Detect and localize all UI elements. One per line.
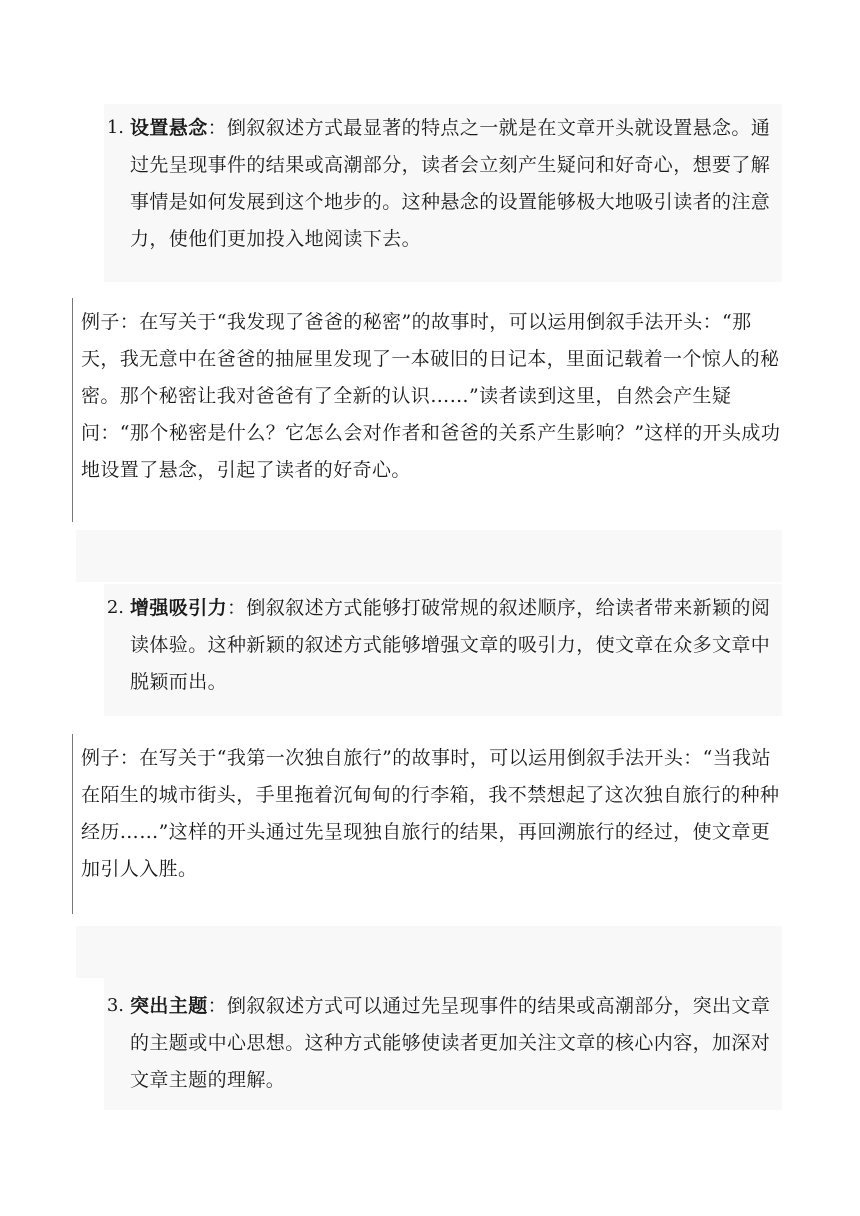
list-number: 1. [106, 117, 124, 138]
list-item-text [130, 988, 782, 1099]
list-item-1 [104, 104, 782, 282]
item-keyword: 增强吸引力 [130, 597, 228, 619]
list-item-3 [104, 978, 782, 1110]
list-number: 2. [106, 597, 124, 618]
list-item-text [130, 590, 782, 701]
item-keyword: 设置悬念 [130, 117, 208, 139]
example-text: 例子：在写关于“我发现了爸爸的秘密”的故事时，可以运用倒叙手法开头：“那天，我无意中在爸爸的抽屉里发现了一本破旧的日记本，里面记载着一个惊人的秘密。那个秘密让我对爸爸有了全新的认识……”读者读到这里，自然会产生疑问：“那个秘密是什么？它怎么会对作者和爸爸的关系产生影响？”这样的开头成功地设置了悬念，引起了读者的好奇心。 [81, 311, 781, 481]
spacer-bar [76, 926, 782, 978]
item-body: 倒叙叙述方式最显著的特点之一就是在文章开头就设置悬念。通过先呈现事件的结果或高潮部分，读者会立刻产生疑问和好奇心，想要了解事情是如何发展到这个地步的。这种悬念的设置能够极大地吸引读者的注意力，使他们更加投入地阅读下去。 [130, 117, 771, 250]
example-block-2 [72, 734, 783, 914]
item-body: 倒叙叙述方式可以通过先呈现事件的结果或高潮部分，突出文章的主题或中心思想。这种方式能够使读者更加关注文章的核心内容，加深对文章主题的理解。 [130, 995, 771, 1091]
example-text: 例子：在写关于“我第一次独自旅行”的故事时，可以运用倒叙手法开头：“当我站在陌生的城市街头，手里拖着沉甸甸的行李箱，我不禁想起了这次独自旅行的种种经历……”这样的开头通过先呈现独自旅行的结果，再回溯旅行的经过，使文章更加引人入胜。 [81, 747, 780, 880]
list-item-2 [104, 584, 782, 716]
item-body: 倒叙叙述方式能够打破常规的叙述顺序，给读者带来新颖的阅读体验。这种新颖的叙述方式能够增强文章的吸引力，使文章在众多文章中脱颖而出。 [130, 597, 771, 693]
keyword-colon: ： [207, 117, 228, 139]
item-keyword: 突出主题 [130, 995, 208, 1017]
spacer-bar [76, 530, 782, 582]
list-number: 3. [106, 995, 124, 1016]
list-item-text [130, 110, 782, 258]
keyword-colon: ： [227, 597, 247, 619]
keyword-colon: ： [207, 995, 228, 1017]
example-block-1 [72, 298, 783, 522]
